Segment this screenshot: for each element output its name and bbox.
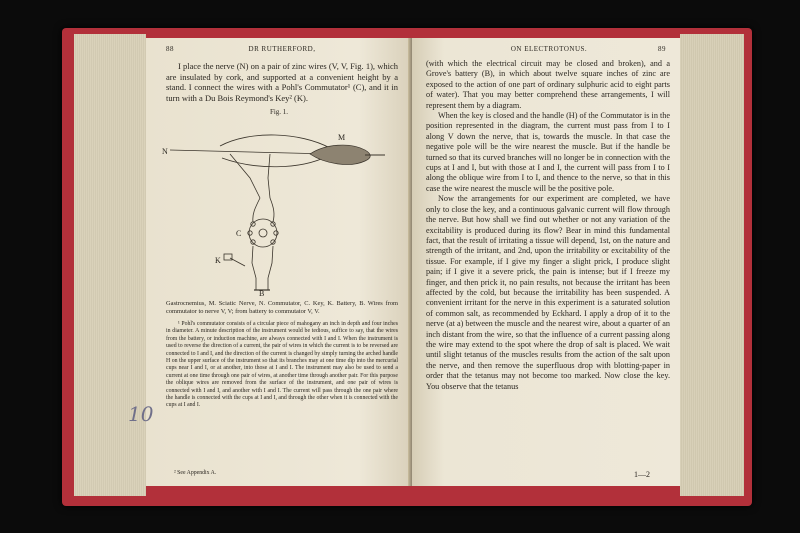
left-running-head (166, 45, 398, 55)
right-body-text (426, 59, 670, 392)
commutator-circle (249, 219, 277, 247)
label-n: N (162, 147, 168, 156)
right-page-number: 89 (658, 45, 666, 53)
muscle-shape (310, 145, 370, 164)
page-edges-left (74, 34, 146, 496)
right-running-head (432, 45, 666, 55)
right-running-title: ON ELECTROTONUS. (510, 45, 588, 53)
right-paragraph-2: When the key is closed and the handle (H) of the Commutator is in the position represented in the diagram, the current must pass from I to I along V down the nerve, that is, towards the muscle. In that case the negative pole will be the wire nearest the muscle. But if the handle be turned so that its curved branches will no longer be in connection with the cups at I and I, but with those at I and I, the current will pass from I to I along the oblique wire from I to I, and thence to the nerve, so that in this case the wire nearest the muscle will be the positive pole. (426, 111, 670, 193)
page-edges-right (680, 34, 744, 496)
wire-down-1 (230, 154, 260, 198)
left-intro-paragraph: I place the nerve (N) on a pair of zinc wires (V, V, Fig. 1), which are insulated by cork, and supported at a convenient height by a stand. I connect the wires with a Pohl's Commutator¹ (C), and it in turn with a Du Bois Reymond's Key² (K). (166, 61, 398, 103)
right-page (412, 38, 680, 486)
wire-upper (220, 135, 330, 148)
label-k: K (215, 256, 221, 265)
label-b: B (259, 289, 265, 296)
figure-caption: Gastrocnemius, M. Sciatic Nerve, N. Commutator, C. Key, K. Battery, B. Wires from commutator to nerve V, V; from battery to commutator V, V. (166, 300, 398, 316)
left-page-number: 88 (166, 45, 174, 53)
commutator-hub (259, 229, 267, 237)
figure-label: Fig. 1. (269, 108, 289, 116)
nerve-line (170, 150, 330, 154)
wire-down-2 (268, 154, 270, 198)
footnote-1: ¹ Pohl's commutator consists of a circular piece of mahogany an inch in depth and four inches in diameter. A minute description of the instrument would be tedious, suffice to say, that the wires from the battery, or induction machine, are always connected with I and I. When the instrument is used to reverse the direction of a current, the pair of wires in which the current is to be reversed are connected to I and I, and the direction of the current is changed by simply turning the arched handle H on the upper surface of the instrument so that its branches may at one time dip into the mercurial cups near I and I, or at another, into those at I and I. The instrument may also be used to send a current at one time through one pair of wires, at another time through another pair. For this purpose the oblique wires are removed from the surface of the instrument, and one pair of wires is connected with I and I, and another with I and I. The current will pass through the one pair where the handle is connected with the cups at I and I, and through the other when it is connected with the cups at I and I. (166, 321, 398, 409)
right-paragraph-1: (with which the electrical circuit may be closed and broken), and a Grove's battery (B), in which about twelve square inches of zinc are exposed to the action of one part of ordinary sulphuric acid to eight parts of water). That you may better comprehend these arrangements, I will represent them by a diagram. (426, 59, 670, 110)
key-box (224, 254, 232, 260)
right-paragraph-3: Now the arrangements for our experiment are completed, we have only to close the key, and a continuous galvanic current will flow through the nerve. But how shall we find out whether or not any variation of the excitability is produced during its flow? Bear in mind this fundamental fact, that the result of irritating a tissue will depend, 1st, on the nature and strength of the irritant, and 2nd, upon the irritability or excitability of the tissue. For example, if I give my finger a slight prick, I produce slight pain; if I give it a severe prick, the pain is intense; but if I freeze my finger, and then prick it, no pain results, not because the irritant has been affected by the cold, but because the irritability has been suspended. A convenient irritant for the nerve in this experiment is a saturated solution of common salt, as recommended by Eckhard. I apply a drop of it to the nerve (at a) between the muscle and the nearest wire, about a quarter of an inch distant from the wire, so that the influence of a current passing along the wire may extend to the spot where the drop of salt is placed. We wait until slight tetanus of the muscles results from the action of the salt upon the nerve, and then remove the superfluous drop with blotting-paper in order that the tetanus may not become too marked. Now close the key. You observe that the tetanus (426, 194, 670, 391)
label-c: C (236, 229, 242, 238)
apparatus-figure (160, 118, 400, 296)
label-m: M (338, 133, 346, 142)
margin-pencil-mark: 10 (128, 402, 154, 426)
signature-mark: 1—2 (634, 470, 650, 479)
left-page (146, 38, 412, 486)
left-running-title: DR RUTHERFORD, (248, 45, 316, 53)
footnote-2: ² See Appendix A. (174, 470, 217, 476)
wire-lower (222, 156, 328, 167)
